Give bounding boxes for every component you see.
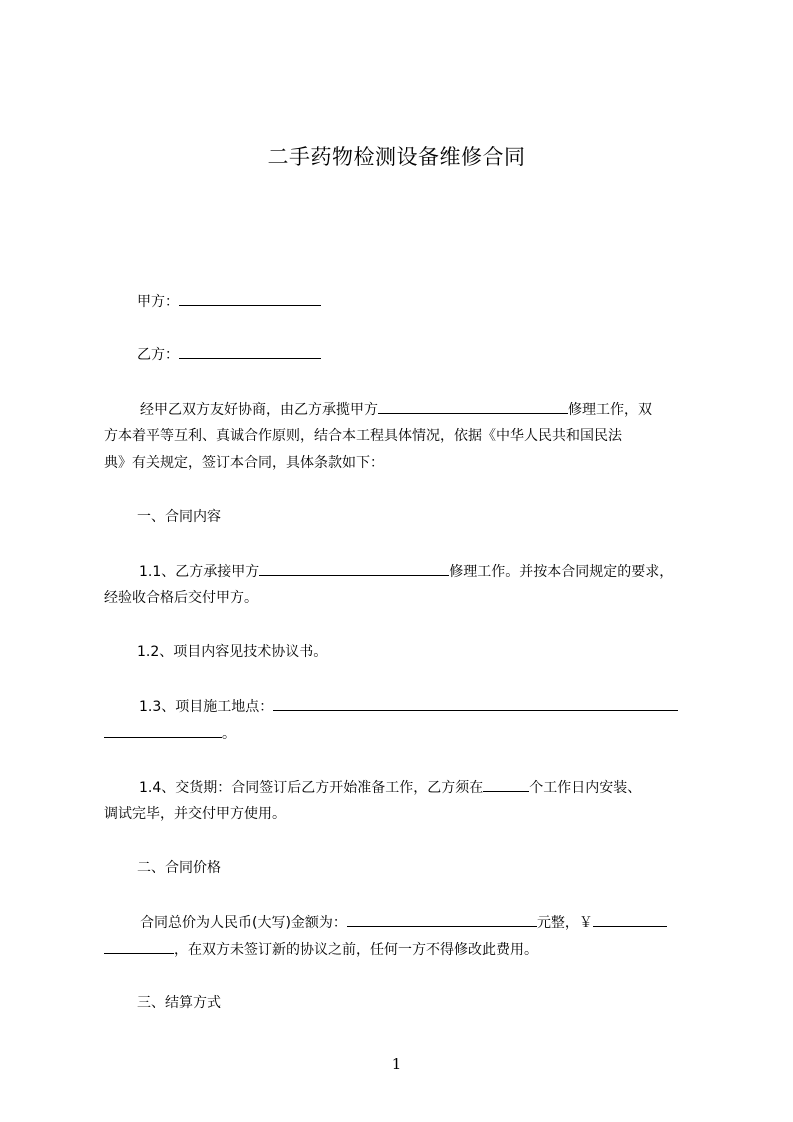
clause-1-1-line-2: 经验收合格后交付甲方。 [104,590,258,606]
price-amount-figure-blank-2 [104,939,174,954]
clause-1-3-text: 1.3、项目施工地点： [139,699,274,715]
clause-1-4-line-2: 调试完毕，并交付甲方使用。 [104,806,286,822]
party-b-label: 乙方： [137,347,179,363]
clause-1-4-line-1 [139,777,641,798]
intro-text-b: 修理工作，双 [568,402,652,418]
price-line-1 [140,912,667,933]
clause-1-1-text-b: 修理工作。并按本合同规定的要求， [449,564,674,580]
clause-1-1-text-a: 1.1、乙方承接甲方 [139,564,260,580]
clause-1-3-blank-1 [273,696,678,711]
intro-blank [378,399,568,414]
clause-1-4-text-b: 个工作日内安装、 [529,780,642,796]
party-a-label: 甲方： [137,294,179,310]
party-a-blank [179,291,321,306]
price-text-a: 合同总价为人民币(大写)金额为： [140,915,347,931]
clause-1-2: 1.2、项目内容见技术协议书。 [137,644,328,660]
clause-1-3-line-2 [104,723,236,744]
page-number: 1 [391,1055,402,1073]
document-title: 二手药物检测设备维修合同 [267,145,526,169]
clause-1-4-blank [483,777,529,792]
clause-1-4-text-a: 1.4、交货期：合同签订后乙方开始准备工作，乙方须在 [139,780,484,796]
intro-line-1 [140,399,652,420]
intro-line-3: 典》有关规定，签订本合同，具体条款如下： [104,455,384,471]
price-text-b: 元整，￥ [536,915,593,931]
clause-1-1-blank [259,561,449,576]
price-line-2 [104,939,538,960]
section-3-heading: 三、结算方式 [137,995,221,1011]
clause-1-3-blank-2 [104,723,222,738]
intro-line-2: 方本着平等互利、真诚合作原则，结合本工程具体情况，依据《中华人民共和国民法 [104,428,622,444]
price-amount-words-blank [347,912,537,927]
clause-1-3-end: 。 [222,726,236,742]
party-b-line [137,344,321,365]
party-a-line [137,291,321,312]
clause-1-3-line-1 [139,696,678,717]
intro-text-a: 经甲乙双方友好协商，由乙方承揽甲方 [140,402,378,418]
section-1-heading: 一、合同内容 [137,509,221,525]
price-amount-figure-blank [593,912,667,927]
price-text-c: ，在双方未签订新的协议之前，任何一方不得修改此费用。 [174,942,538,958]
party-b-blank [179,344,321,359]
section-2-heading: 二、合同价格 [137,860,221,876]
clause-1-1-line-1 [139,561,673,582]
